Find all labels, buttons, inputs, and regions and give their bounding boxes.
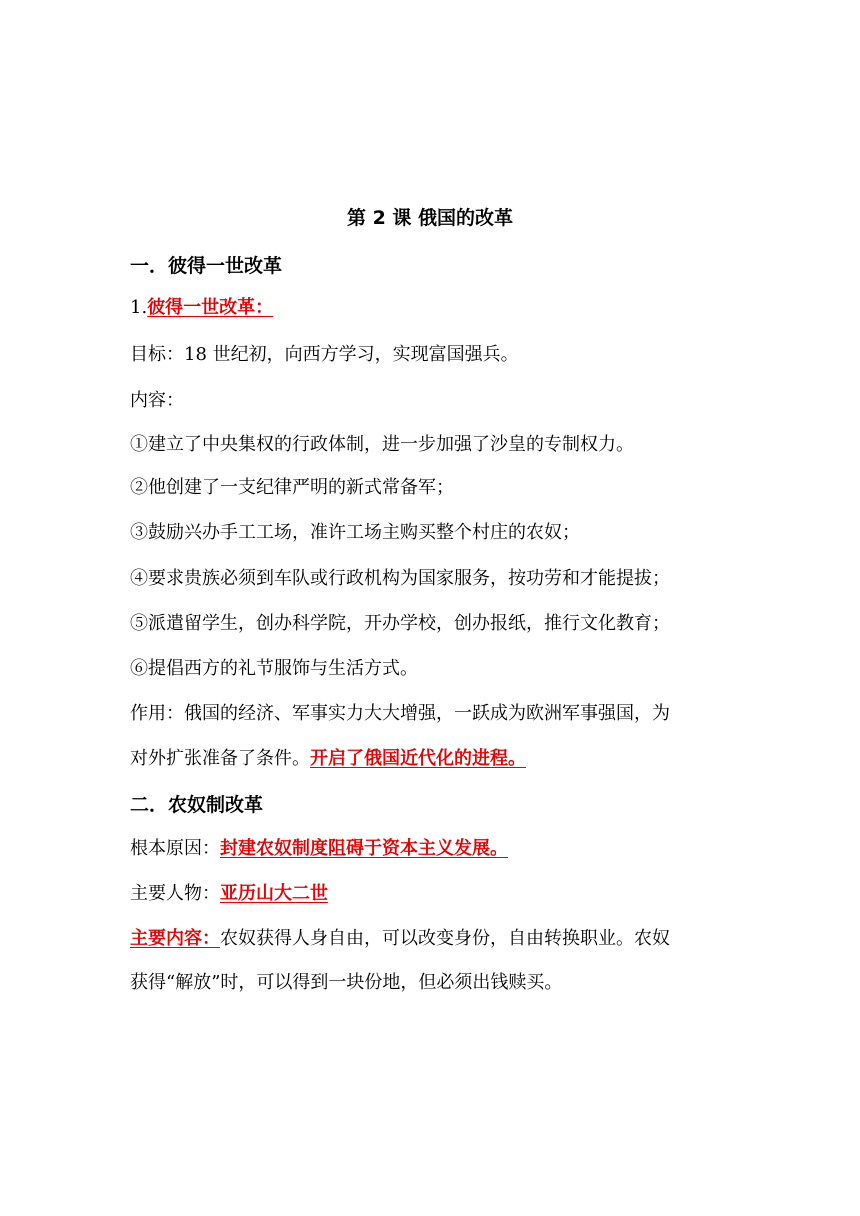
item-peter-reform bbox=[130, 296, 750, 320]
main-content-line-1 bbox=[130, 927, 750, 951]
reform-point-5: ⑤派遣留学生，创办科学院，开办学校，创办报纸，推行文化教育； bbox=[130, 613, 670, 634]
effect-plain-text: 对外扩张准备了条件。 bbox=[130, 748, 310, 769]
item-title-peter-reform: 彼得一世改革： bbox=[147, 297, 274, 318]
section-heading-peter-reform: 一．彼得一世改革 bbox=[130, 255, 283, 277]
item-number: 1. bbox=[130, 297, 148, 318]
effect-emphasis-text: 开启了俄国近代化的进程。 bbox=[310, 748, 526, 769]
section-heading-serf-reform: 二．农奴制改革 bbox=[130, 794, 264, 816]
effect-line-1: 作用：俄国的经济、军事实力大大增强，一跃成为欧洲军事强国，为 bbox=[130, 703, 670, 724]
root-cause-line bbox=[130, 837, 750, 861]
root-cause-label: 根本原因： bbox=[130, 838, 220, 859]
main-content-text-1: 农奴获得人身自由，可以改变身份，自由转换职业。农奴 bbox=[220, 928, 670, 949]
main-content-line-2: 获得“解放”时，可以得到一块份地，但必须出钱赎买。 bbox=[130, 972, 563, 993]
reform-point-1: ①建立了中央集权的行政体制，进一步加强了沙皇的专制权力。 bbox=[130, 434, 634, 455]
main-content-label: 主要内容： bbox=[130, 928, 220, 949]
main-person-value: 亚历山大二世 bbox=[220, 883, 328, 904]
reform-point-3: ③鼓励兴办手工工场，准许工场主购买整个村庄的农奴； bbox=[130, 522, 580, 543]
goal-text: 目标：18 世纪初，向西方学习，实现富国强兵。 bbox=[130, 344, 519, 365]
main-person-label: 主要人物： bbox=[130, 883, 220, 904]
reform-point-6: ⑥提倡西方的礼节服饰与生活方式。 bbox=[130, 658, 418, 679]
root-cause-value: 封建农奴制度阻碍于资本主义发展。 bbox=[220, 838, 508, 859]
main-person-line bbox=[130, 882, 750, 906]
reform-point-2: ②他创建了一支纪律严明的新式常备军； bbox=[130, 477, 454, 498]
reform-point-4: ④要求贵族必须到车队或行政机构为国家服务，按功劳和才能提拔； bbox=[130, 568, 670, 589]
page-title: 第 2 课 俄国的改革 bbox=[346, 207, 514, 229]
effect-line-2 bbox=[130, 747, 750, 771]
content-label: 内容： bbox=[130, 390, 184, 411]
